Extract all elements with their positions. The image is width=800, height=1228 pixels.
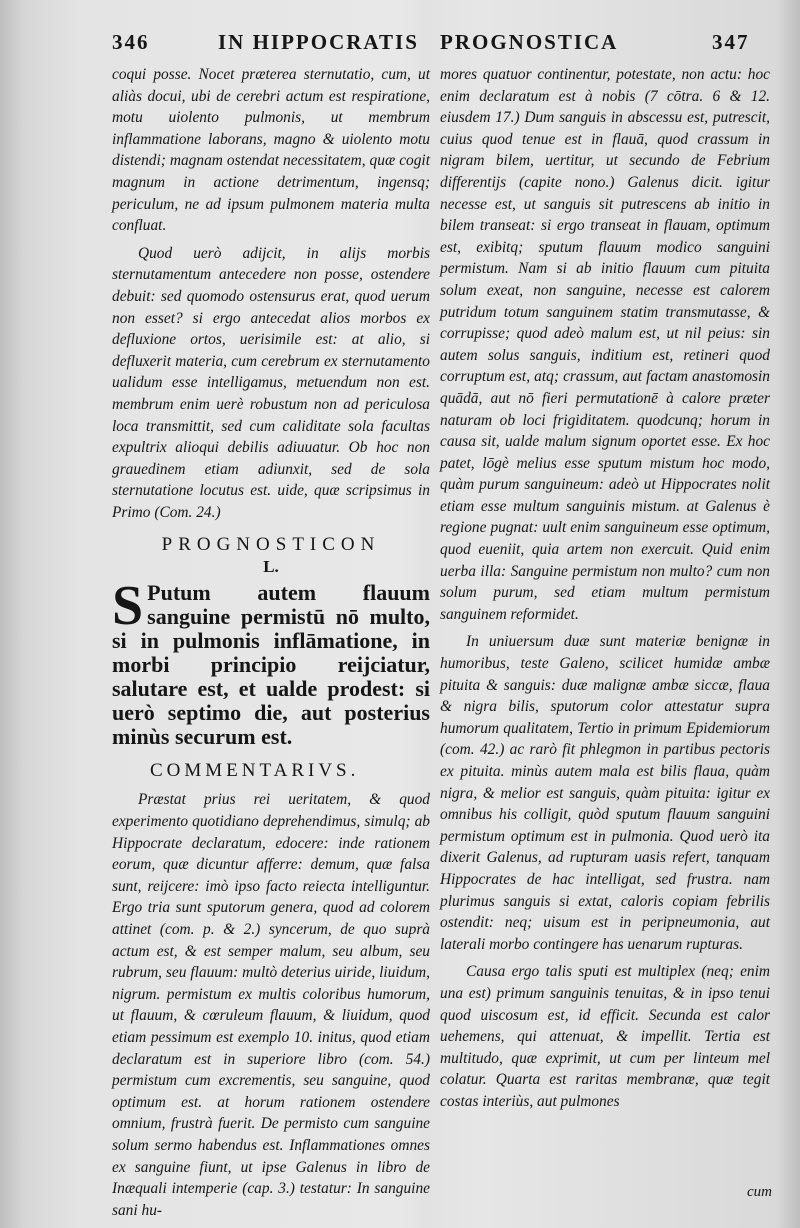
aphorism-text: Putum autem flauum sanguine permistū nō multo, si in pulmonis inflāmatione, in morbi principio reijciatur, salutare est, et ualde prodest: si uerò septimo die, aut posterius minùs securum est. [112,580,430,750]
page-number-right: 347 [712,30,750,54]
running-title-left: IN HIPPOCRATIS [218,30,419,54]
paragraph: In uniuersum duæ sunt materiæ benignæ in humoribus, teste Galeno, scilicet humidæ ambæ pituita & sanguis: duæ malignæ ambæ siccæ, flaua & nigra bilis, sputorum color attestatur supra humorum qualitatem, Tertio in primum Epidemiorum (com. 42.) ac rarò fit phlegmon in partibus pectoris ex pituita. minùs autem mala est bilis flaua, quàm nigra, & melior est sanguis, quàm pituita: igitur ex omnibus his colligit, quòd sputum flauum sanguini permistum optimum est in pulmonia. Quod uerò ita dixerit Galenus, ad rupturam uasis refert, tanquam Hippocrates de hac intelligat, sed frustra. nam plurimus sanguis si extat, caloris copiam febrilis ostendit: neq; uisum est in peripneumonia, aut laterali morbo contingere has uenarum rupturas. [440,633,770,953]
section-heading: PROGNOSTICON [161,534,381,556]
page-number-left: 346 [112,30,150,54]
running-title-right: PROGNOSTICA [440,30,619,54]
catchword: cum [747,1184,772,1200]
left-text-column [112,64,430,1227]
right-text-column [440,64,770,1119]
paragraph: coqui posse. Nocet præterea sternutatio, cum, ut aliàs docui, ubi de cerebri actum est respiratione, motu uiolento pulmonis, ut membrum inflammatione laborans, magno & uiolento motu distendi; magnam ostendat necessitatem, quæ cogit magnum in actione detrimentum, ingensq; periculum, ne ad ipsum pulmonem materia multa confluat. [112,66,430,235]
paragraph: Causa ergo talis sputi est multiplex (neq; enim una est) primum sanguinis tenuitas, & in ipso tenui quod uiscosum est, id efficit. Secunda est calor uehemens, qui attenuat, & impellit. Tertia est multitudo, quæ exprimit, ut cum per linteum mel colatur. Quarta est raritas membranæ, quæ tegit costas interiùs, aut pulmones [440,963,770,1110]
aphorism-text-block [112,575,430,750]
running-head [0,30,800,60]
paragraph: Præstat prius rei ueritatem, & quod experimento quotidiano deprehendimus, simulq; ab Hippocrate declaratum, edocere: inde rationem eorum, quæ dicuntur afferre: demum, quæ falsa sunt, reijcere: imò ipso facto reiecta intelliguntur. Ergo tria sunt sputorum genera, quod ad colorem attinet (com. p. & 2.) syncerum, de quo suprà actum est, & est semper malum, seu album, seu rubrum, seu flauum: multò deterius uiride, liuidum, nigrum. permistum ex multis coloribus humorum, ut flauum, & cœruleum flauum, & liuidum, quod etiam pessimum est exemplo 10. initus, quod etiam declaratum est in superiore libro (com. 54.) permistum cum excrementis, seu sanguine, quod optimum est. at horum rationem ostendere omnium, frustrà fuerit. De permisto cum sanguine solum sermo habendus est. Inflammationes omnes ex sanguine fiunt, ut ipse Galenus in libro de Inæquali intemperie (cap. 3.) testatur: In sanguine sani hu- [112,791,430,1219]
commentary-heading: COMMENTARIVS. [150,760,360,782]
paragraph: mores quatuor continentur, potestate, non actu: hoc enim declaratum est à nobis (7 cōtra. 6 & 12. eiusdem 17.) Dum sanguis in abscessu est, putrescit, cuius quod tenue est in flauā, quod crassum in nigram bilem, uertitur, ut secundo de Febrium differentijs (capite nono.) Galenus dicit. igitur necesse est, ut sanguis sit putrescens ab initio in bilem transeat: si ergo transeat in flauam, optimum est, exibitq; sputum flauum modico sanguini permistum. Nam si ab initio flauum cum pituita solum exeat, non sanguine, necesse est calorem putridum totum sanguinem statim transmutasse, & corrupisse; quod adeò malum est, ut nil peius: sin autem solus sanguis, inditium est, retineri quod corruptum est, atq; crassum, aut factam anastomosin quādā, aut nō fieri permutationē à calore præter naturam ob loci frigiditatem. quodcunq; horum in causa sit, ualde malum signum oportet esse. Ex hoc patet, lōgè melius esse sputum mistum hoc modo, quàm purum sanguineum: adeò ut Hippocrates nolit etiam esse multum sanguinis mistum. at Galenus è regione pugnat: uult enim sanguineum esse optimum, quod eueniit, quia artem non exercuit. Quid enim uerba illa: Sanguine permistum non multo? cum non solum purum, sed etiam multum permistum sanguinem reformidet. [440,66,770,623]
drop-cap-initial: S [112,575,144,638]
paragraph: Quod uerò adijcit, in alijs morbis sternutamentum antecedere non posse, ostendere debuit: sed quomodo ostensurus erat, quod uerum non esset? si ergo antecedat alios morbos ex defluxione ortos, uerisimile est: at alio, si defluxerit materia, cum cerebrum ex sternutamento ualidum esse intelligamus, metuendum non est. membrum enim uerè robustum non ad periculosa loca transmittit, sed cum caliditate sola facultas expultrix alioqui debilis adiuuatur. Ob hoc non grauedinem etiam adiunxit, sed de sola sternutatione locutus est. uide, quæ scripsimus in Primo (Com. 24.) [112,244,430,521]
section-number: L. [263,557,279,577]
